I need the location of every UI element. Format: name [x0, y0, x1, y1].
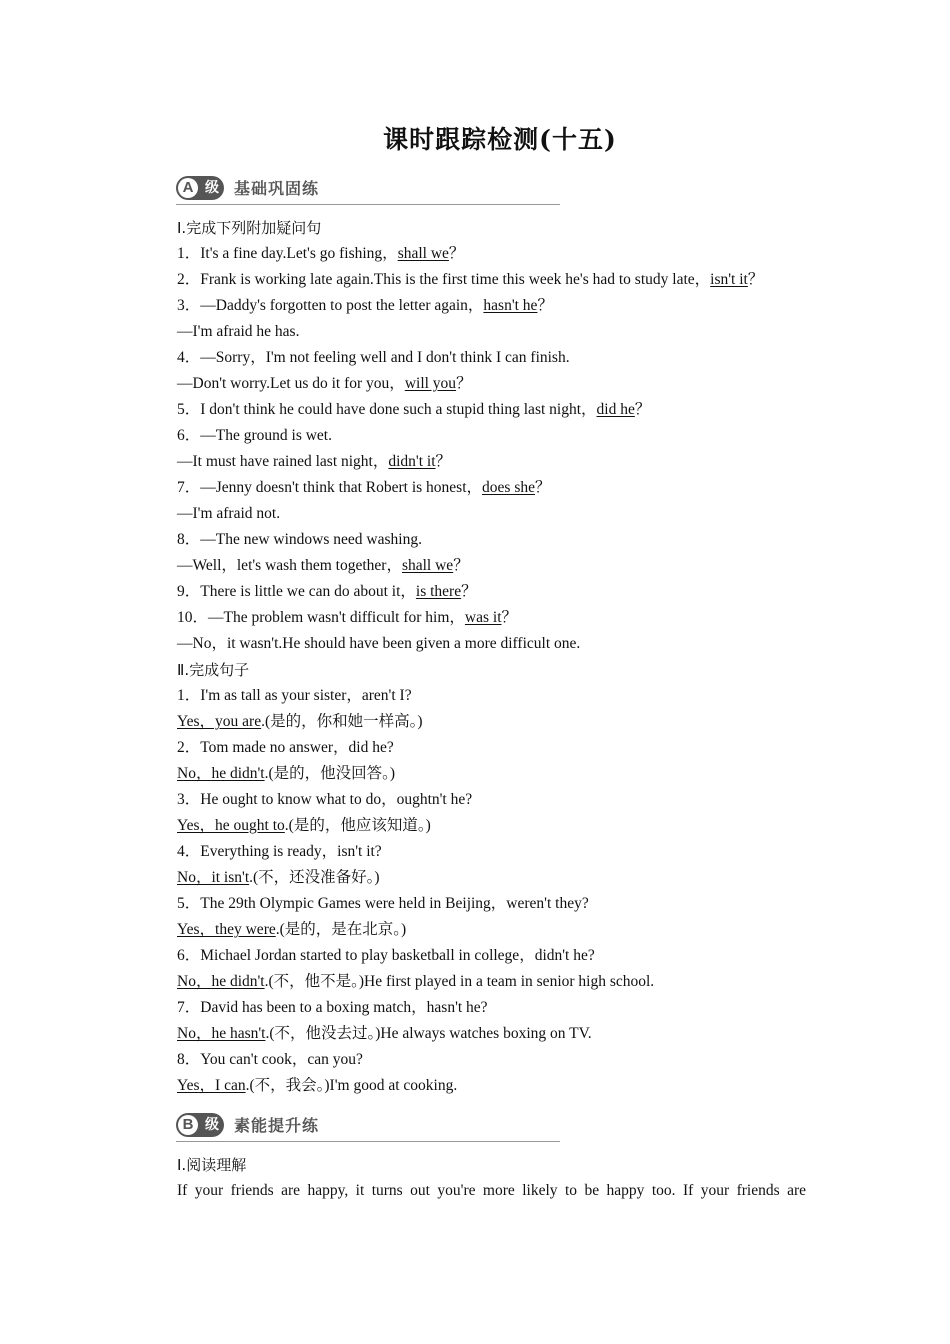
line-text: 8．—The new windows need washing. [177, 531, 422, 548]
line-text: .(是的，你和她一样高。) [261, 713, 423, 730]
line-text: ？ [537, 297, 553, 314]
exercise-line [177, 527, 817, 553]
line-text: —Don't worry.Let us do it for you， [177, 375, 405, 392]
line-text: .(是的，他没回答。) [264, 765, 396, 782]
exercise-line [177, 1073, 817, 1099]
line-text: 2．Frank is working late again.This is the first time this week he's had to study late， [177, 271, 711, 288]
line-text: 4．—Sorry，I'm not feeling well and I don't think I can finish. [177, 349, 570, 366]
exercise-line [177, 917, 817, 943]
line-text: ？ [747, 271, 764, 288]
exercise-line [177, 449, 817, 475]
answer-text: Yes，they were [177, 921, 276, 938]
exercise-line [177, 267, 817, 293]
exercise-line [177, 943, 817, 969]
line-text: .(不，他没去过。)He always watches boxing on TV. [265, 1025, 592, 1042]
badge-letter: B [178, 1115, 198, 1135]
exercise-line [177, 371, 817, 397]
line-text: ？ [534, 479, 551, 496]
exercise-line [177, 787, 817, 813]
answer-text: isn't it [710, 271, 748, 288]
badge-level-char: 级 [205, 1117, 219, 1133]
answer-text: didn't it [388, 453, 436, 470]
answer-text: did he [596, 401, 635, 418]
line-text: 3．He ought to know what to do，oughtn't he? [177, 791, 473, 808]
part-heading: Ⅰ.阅读理解 [177, 1156, 247, 1174]
exercise-part-2 [177, 657, 817, 1099]
level-badge [176, 1113, 224, 1137]
line-text: 5．The 29th Olympic Games were held in Beijing，weren't they? [177, 895, 589, 912]
badge-level-char: 级 [205, 180, 219, 196]
exercise-line [177, 553, 817, 579]
section-divider [176, 1141, 560, 1142]
line-text: .(不，他不是。)He first played in a team in senior high school. [264, 973, 655, 990]
part-heading: Ⅱ.完成句子 [177, 661, 250, 679]
line-text: .(不，我会。)I'm good at cooking. [245, 1077, 458, 1094]
line-text: ？ [435, 453, 452, 470]
exercise-line [177, 501, 817, 527]
section-divider [176, 204, 560, 205]
answer-text: shall we [401, 557, 454, 574]
line-text: 4．Everything is ready，isn't it? [177, 843, 382, 860]
exercise-line [177, 605, 817, 631]
answer-text: No，it isn't [177, 869, 250, 886]
line-text: —I'm afraid not. [177, 505, 281, 522]
line-text: 10．—The problem wasn't difficult for him， [177, 609, 465, 626]
line-text: ？ [456, 375, 472, 392]
line-text: 5．I don't think he could have done such a stupid thing last night， [177, 401, 597, 418]
line-text: 1．I'm as tall as your sister，aren't I? [177, 687, 412, 704]
line-text: —I'm afraid he has. [177, 323, 300, 340]
line-text: 2．Tom made no answer，did he? [177, 739, 394, 756]
exercise-line [177, 631, 817, 657]
section-header-b [176, 1113, 560, 1143]
line-text: ？ [461, 583, 477, 600]
answer-text: Yes，he ought to [177, 817, 285, 834]
section-header-a [176, 176, 560, 206]
exercise-line [177, 865, 817, 891]
answer-text: is there [415, 583, 462, 600]
answer-text: does she [482, 479, 535, 496]
exercise-line [177, 813, 817, 839]
level-badge [176, 176, 224, 200]
exercise-line [177, 397, 817, 423]
line-text: —No，it wasn't.He should have been given a more difficult one. [177, 635, 581, 652]
line-text: ？ [453, 557, 469, 574]
exercise-line [177, 709, 817, 735]
exercise-line [177, 579, 817, 605]
line-text: 7．—Jenny doesn't think that Robert is honest， [177, 479, 483, 496]
exercise-line [177, 1021, 817, 1047]
line-text: ？ [448, 245, 465, 262]
page-title: 课时跟踪检测(十五) [383, 125, 617, 154]
exercise-line [177, 423, 817, 449]
exercise-line [177, 839, 817, 865]
line-text: .(不，还没准备好。) [249, 869, 380, 886]
reading-part [177, 1152, 817, 1204]
answer-text: No，he hasn't [177, 1025, 266, 1042]
line-text: ？ [634, 401, 651, 418]
line-text: 6．Michael Jordan started to play basketball in college，didn't he? [177, 947, 595, 964]
exercise-line [177, 995, 817, 1021]
line-text: .(是的，他应该知道。) [284, 817, 431, 834]
line-text: .(是的，是在北京。) [275, 921, 407, 938]
exercise-line [177, 891, 817, 917]
line-text: 1．It's a fine day.Let's go fishing， [177, 245, 398, 262]
answer-text: Yes，I can [177, 1077, 246, 1094]
exercise-line [177, 319, 817, 345]
answer-text: No，he didn't [177, 973, 265, 990]
exercise-line [177, 1047, 817, 1073]
line-text: ？ [501, 609, 518, 626]
answer-text: No，he didn't [177, 765, 265, 782]
exercise-line [177, 293, 817, 319]
line-text: —It must have rained last night， [177, 453, 389, 470]
line-text: —Well，let's wash them together， [177, 557, 402, 574]
line-text: 7．David has been to a boxing match，hasn't he? [177, 999, 488, 1016]
answer-text: Yes，you are [177, 713, 262, 730]
answer-text: hasn't he [483, 297, 538, 314]
line-text: 3．—Daddy's forgotten to post the letter again， [177, 297, 484, 314]
exercise-line [177, 475, 817, 501]
line-text: 6．—The ground is wet. [177, 427, 332, 444]
badge-letter: A [178, 178, 198, 198]
part-heading: Ⅰ.完成下列附加疑问句 [177, 219, 322, 237]
exercise-line [177, 683, 817, 709]
section-label: 基础巩固练 [234, 179, 320, 198]
exercise-line [177, 969, 817, 995]
exercise-line [177, 345, 817, 371]
line-text: 9．There is little we can do about it， [177, 583, 416, 600]
exercise-line [177, 761, 817, 787]
answer-text: was it [464, 609, 502, 626]
answer-text: shall we [397, 245, 449, 262]
exercise-line [177, 735, 817, 761]
exercise-line [177, 241, 817, 267]
exercise-part-1 [177, 215, 817, 657]
line-text: 8．You can't cook，can you? [177, 1051, 363, 1068]
section-label: 素能提升练 [234, 1116, 320, 1135]
reading-paragraph: If your friends are happy, it turns out you're more likely to be happy too. If your friends are [177, 1182, 806, 1199]
answer-text: will you [404, 375, 457, 392]
